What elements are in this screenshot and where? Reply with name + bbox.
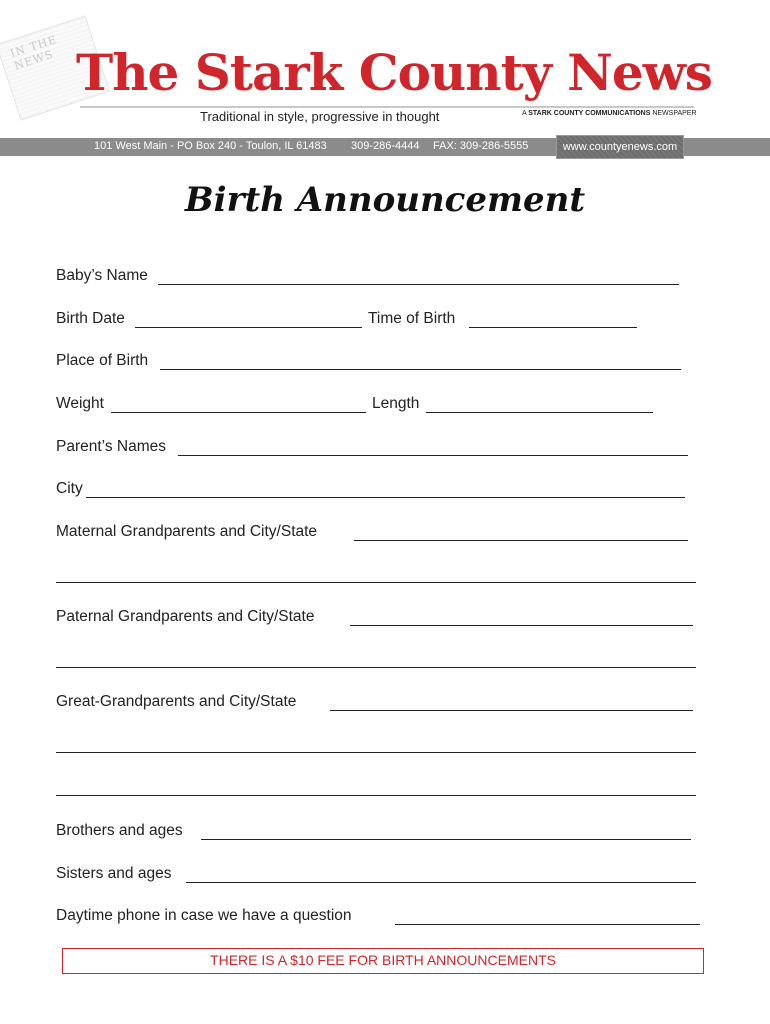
place-of-birth-label: Place of Birth bbox=[56, 352, 149, 369]
weight-field[interactable] bbox=[111, 412, 366, 413]
length-label: Length bbox=[372, 395, 420, 412]
parents-names-label: Parent’s Names bbox=[56, 438, 166, 455]
brothers-label: Brothers and ages bbox=[56, 822, 183, 839]
masthead-rule bbox=[80, 106, 694, 108]
tagline: Traditional in style, progressive in thought bbox=[200, 109, 440, 124]
time-of-birth-field[interactable] bbox=[469, 327, 637, 328]
time-of-birth-label: Time of Birth bbox=[368, 310, 456, 327]
place-of-birth-field[interactable] bbox=[160, 369, 681, 370]
phone-text: 309-286-4444 bbox=[351, 140, 420, 152]
birth-date-field[interactable] bbox=[135, 327, 362, 328]
length-field[interactable] bbox=[426, 412, 653, 413]
daytime-phone-label: Daytime phone in case we have a question bbox=[56, 907, 352, 924]
website-link[interactable]: www.countyenews.com bbox=[562, 141, 678, 153]
newspaper-logo: The Stark County News bbox=[76, 43, 712, 102]
sisters-field[interactable] bbox=[186, 882, 696, 883]
website-box bbox=[556, 135, 684, 159]
form-title: Birth Announcement bbox=[184, 180, 586, 220]
brothers-field[interactable] bbox=[201, 839, 691, 840]
maternal-grandparents-field[interactable] bbox=[354, 540, 688, 541]
city-field[interactable] bbox=[86, 497, 685, 498]
stamp-text: IN THE NEWS bbox=[8, 32, 59, 73]
address-text: 101 West Main - PO Box 240 - Toulon, IL 61483 bbox=[94, 140, 327, 152]
great-grandparents-field-line-3[interactable] bbox=[56, 795, 696, 796]
maternal-grandparents-field-line-2[interactable] bbox=[56, 582, 696, 583]
great-grandparents-field[interactable] bbox=[330, 710, 693, 711]
paternal-grandparents-field-line-2[interactable] bbox=[56, 667, 696, 668]
babys-name-label: Baby’s Name bbox=[56, 267, 148, 284]
sisters-label: Sisters and ages bbox=[56, 865, 172, 882]
great-grandparents-label: Great-Grandparents and City/State bbox=[56, 693, 297, 710]
great-grandparents-field-line-2[interactable] bbox=[56, 752, 696, 753]
weight-label: Weight bbox=[56, 395, 104, 412]
paternal-grandparents-field[interactable] bbox=[350, 625, 693, 626]
daytime-phone-field[interactable] bbox=[395, 924, 700, 925]
fee-notice: THERE IS A $10 FEE FOR BIRTH ANNOUNCEMENTS bbox=[62, 948, 704, 974]
birth-date-label: Birth Date bbox=[56, 310, 125, 327]
city-label: City bbox=[56, 480, 83, 497]
maternal-grandparents-label: Maternal Grandparents and City/State bbox=[56, 523, 318, 540]
parents-names-field[interactable] bbox=[178, 455, 688, 456]
contact-info-bar bbox=[0, 138, 770, 156]
masthead bbox=[76, 40, 712, 112]
publisher-subtag: A STARK COUNTY COMMUNICATIONS NEWSPAPER bbox=[522, 110, 697, 117]
paternal-grandparents-label: Paternal Grandparents and City/State bbox=[56, 608, 315, 625]
babys-name-field[interactable] bbox=[158, 284, 679, 285]
fax-text: FAX: 309-286-5555 bbox=[433, 140, 529, 152]
